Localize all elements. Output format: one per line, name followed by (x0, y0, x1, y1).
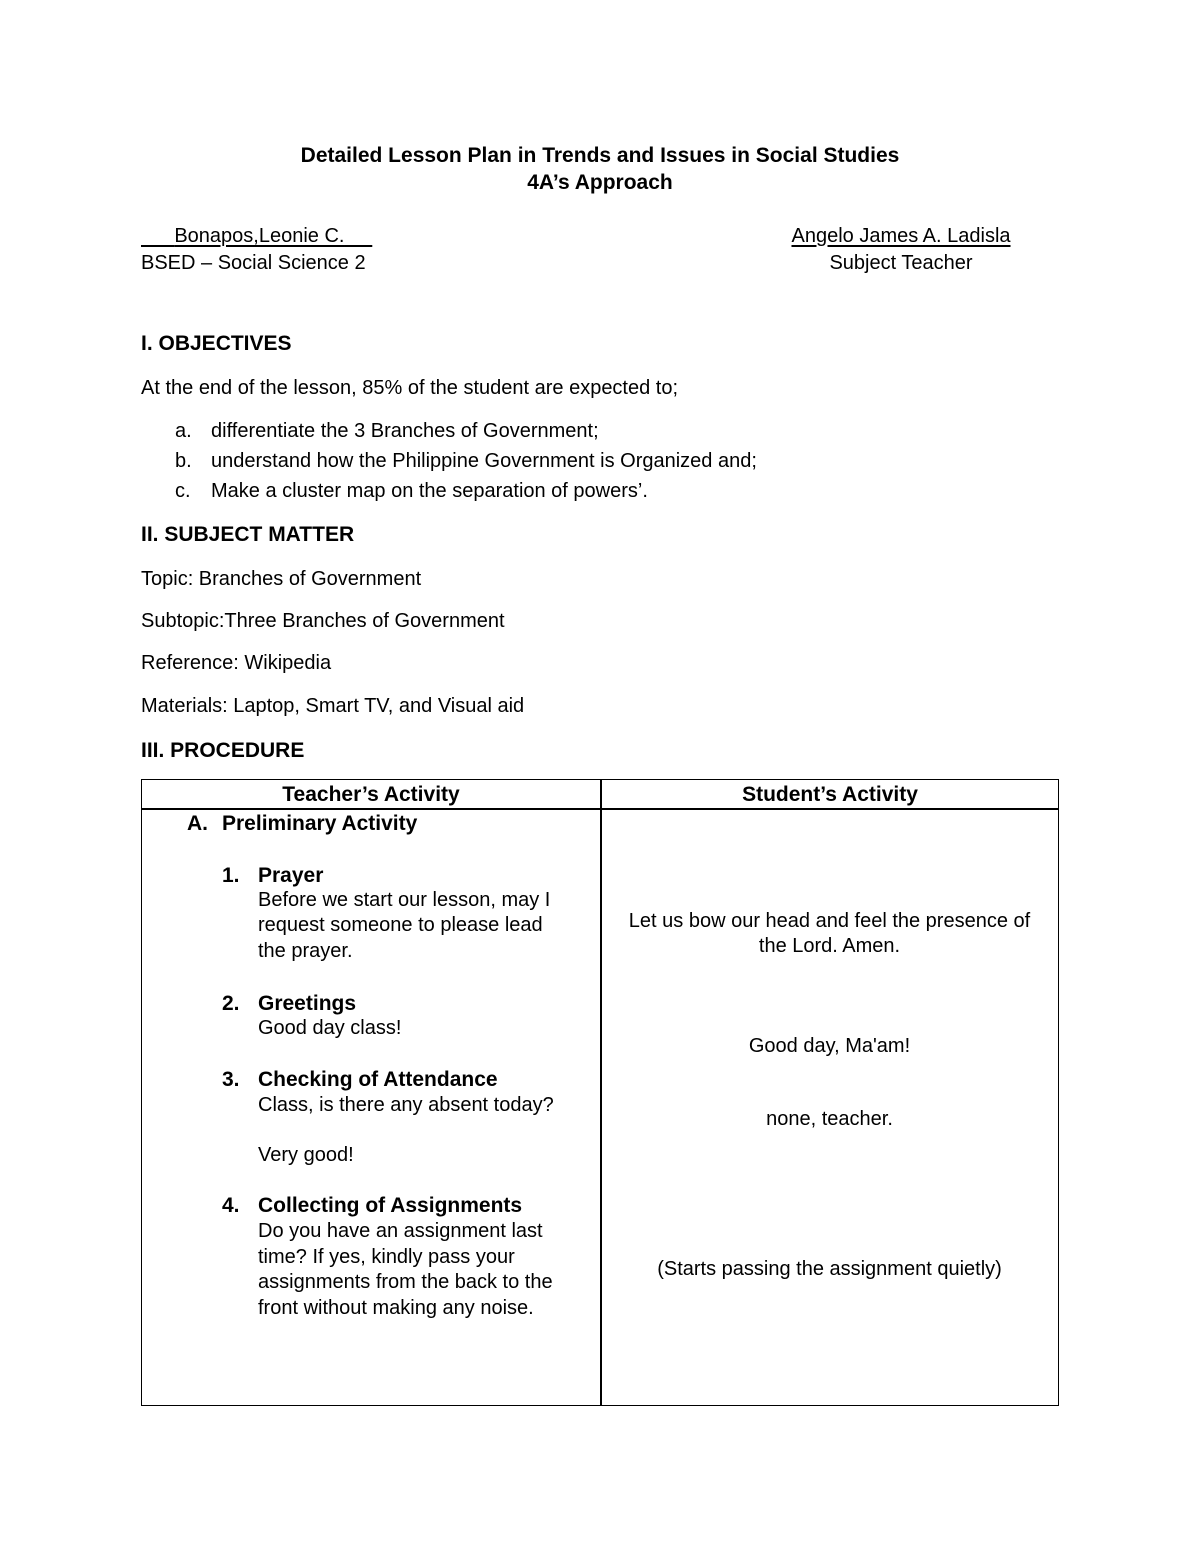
step-4-title: Collecting of Assignments (258, 1194, 523, 1217)
author-name-line (141, 225, 372, 248)
objectives-heading: I. OBJECTIVES (141, 332, 292, 355)
table-column-divider (600, 780, 602, 1405)
step-2-student-line-1: Good day, Ma'am! (748, 1035, 911, 1057)
table-header-divider (142, 808, 1058, 810)
objective-item-b: understand how the Philippine Government is Organized and; (211, 450, 757, 472)
step-4-teacher-line-3: assignments from the back to the (258, 1271, 553, 1293)
document-title: Detailed Lesson Plan in Trends and Issues in Social Studies (300, 144, 900, 167)
author-course: BSED – Social Science 2 (141, 252, 366, 274)
step-1-student-line-1: Let us bow our head and feel the presence of (628, 910, 1031, 932)
step-4-teacher-line-4: front without making any noise. (258, 1297, 534, 1319)
section-marker: A. (187, 812, 208, 835)
step-3-teacher-line-1: Class, is there any absent today? (258, 1094, 554, 1116)
step-3-student-line-1: none, teacher. (766, 1108, 893, 1130)
teacher-role: Subject Teacher (829, 252, 973, 274)
step-1-student-line-2: the Lord. Amen. (758, 935, 901, 957)
procedure-heading: III. PROCEDURE (141, 739, 305, 762)
step-3-teacher-extra: Very good! (258, 1144, 354, 1166)
document-subtitle: 4A’s Approach (527, 171, 673, 194)
step-3-number: 3. (222, 1068, 240, 1091)
step-2-title: Greetings (258, 992, 357, 1015)
subject-topic: Topic: Branches of Government (141, 568, 422, 590)
step-1-title: Prayer (258, 864, 324, 887)
col-header-teacher: Teacher’s Activity (282, 783, 460, 806)
step-1-number: 1. (222, 864, 240, 887)
objective-item-c: Make a cluster map on the separation of powers’. (211, 480, 648, 502)
objective-marker-c: c. (175, 480, 191, 502)
step-1-teacher-line-2: request someone to please lead (258, 914, 543, 936)
objective-marker-b: b. (175, 450, 192, 472)
objective-marker-a: a. (175, 420, 192, 442)
step-1-teacher-line-3: the prayer. (258, 940, 353, 962)
step-2-teacher-line-1: Good day class! (258, 1017, 402, 1039)
teacher-name-line (771, 225, 1031, 248)
subject-matter-heading: II. SUBJECT MATTER (141, 523, 355, 546)
step-2-number: 2. (222, 992, 240, 1015)
step-1-teacher-line-1: Before we start our lesson, may I (258, 889, 551, 911)
author-name: Bonapos,Leonie C. (174, 225, 345, 247)
col-header-student: Student’s Activity (742, 783, 918, 806)
objectives-intro: At the end of the lesson, 85% of the student are expected to; (141, 377, 679, 399)
subject-subtopic: Subtopic:Three Branches of Government (141, 610, 505, 632)
section-title: Preliminary Activity (222, 812, 418, 835)
subject-materials: Materials: Laptop, Smart TV, and Visual aid (141, 695, 525, 717)
step-4-teacher-line-1: Do you have an assignment last (258, 1220, 543, 1242)
step-3-title: Checking of Attendance (258, 1068, 498, 1091)
teacher-name: Angelo James A. Ladisla (791, 225, 1011, 247)
step-4-number: 4. (222, 1194, 240, 1217)
subject-reference: Reference: Wikipedia (141, 652, 332, 674)
objective-item-a: differentiate the 3 Branches of Government; (211, 420, 599, 442)
step-4-student-line-1: (Starts passing the assignment quietly) (657, 1258, 1002, 1280)
step-4-teacher-line-2: time? If yes, kindly pass your (258, 1246, 515, 1268)
